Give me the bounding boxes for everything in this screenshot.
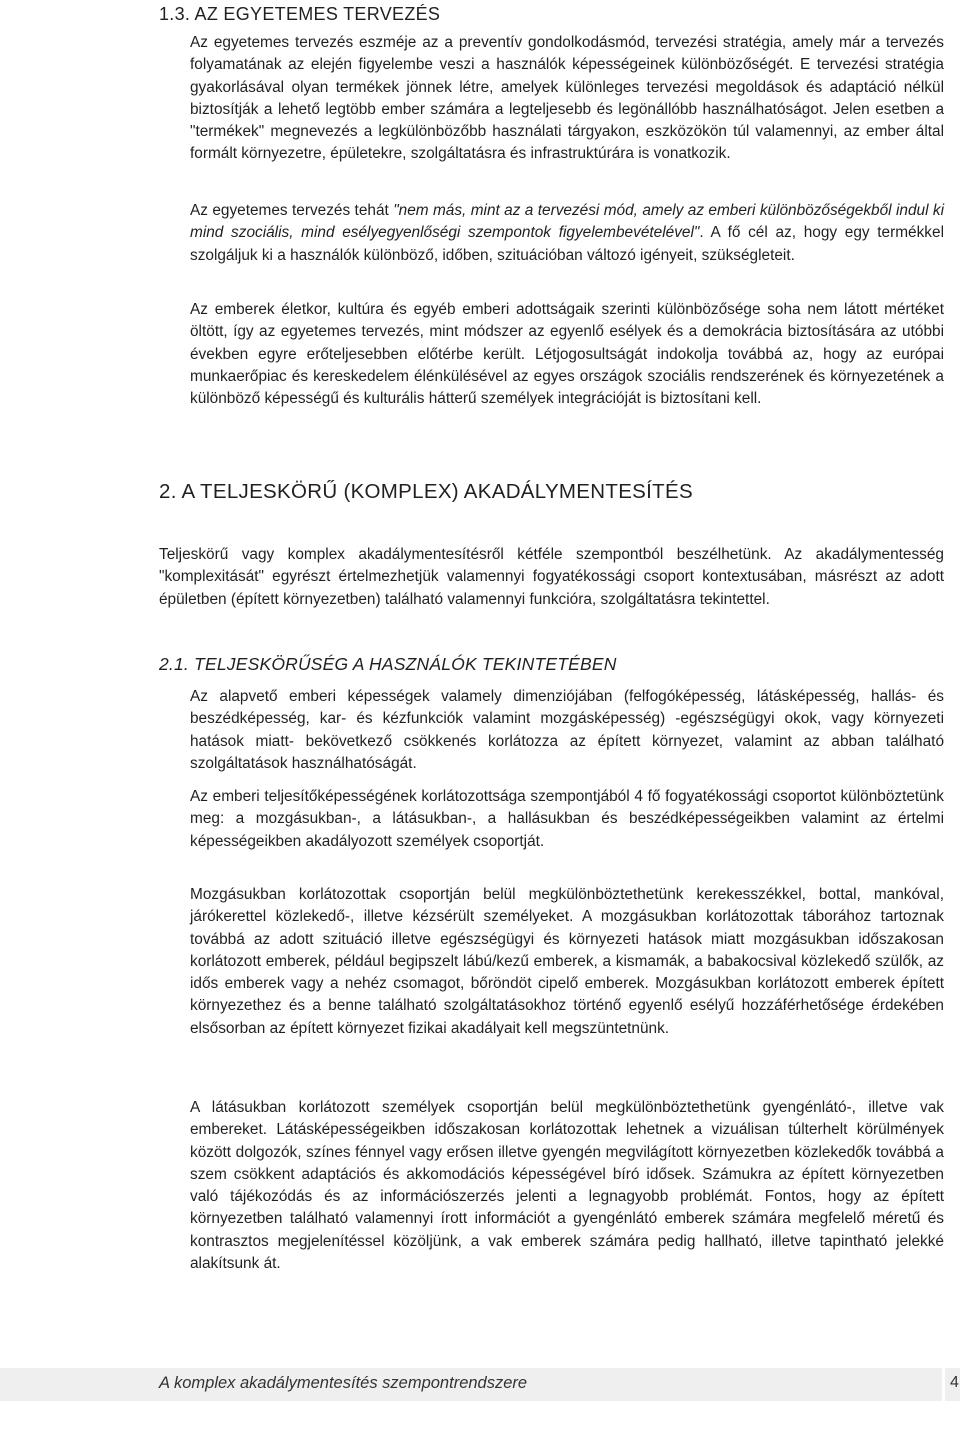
section-2-1-body-4	[190, 1097, 944, 1275]
section-heading-1-3: 1.3. AZ EGYETEMES TERVEZÉS	[159, 4, 441, 24]
paragraph: Mozgásukban korlátozottak csoportján belül megkülönböztethetünk kerekesszékkel, bottal, mankóval, járókerettel közlekedő-, illetve kézsérült személyeket. A mozgásukban korlátozottak táborához tartoznak továbbá az adott szituáció illetve egészségügyi és környezeti hatások miatt mozgásukban időszakosan korlátozott emberek, például begipszelt lábú/kezű emberek, a kismamák, a babakocsival közlekedő szülők, az idős emberek vagy a nehéz csomagot, bőröndöt cipelő emberek. Mozgásukban korlátozott emberek épített környezethez és a benne található szolgáltatásokhoz történő egyenlő esélyű hozzáférhetősége érdekében elsősorban az épített környezet fizikai akadályait kell megszüntetnünk.	[190, 886, 944, 1037]
paragraph: Teljeskörű vagy komplex akadálymentesítésről kétféle szempontból beszélhetünk. Az akadálymentesség "komplexitását" egyrészt értelmezhetjük valamennyi fogyatékossági csoport kontextusában, másrészt az adott épületben (épített környezetben) található valamennyi funkcióra, szolgáltatásra tekintettel.	[159, 546, 944, 608]
paragraph: A látásukban korlátozott személyek csoportján belül megkülönböztethetünk gyengénlátó-, illetve vak embereket. Látásképességeikben időszakosan korlátozottak lehetnek a vizuálisan túlterhelt körülmények között dolgozók, színes fénnyel vagy erősen illetve gyengén megvilágított környezetben közlekedők továbbá a szem csökkent adaptációs és akkomodációs képességével bíró idősek. Számukra az épített környezetben való tájékozódás és az információszerzés jelenti a legnagyobb problémát. Fontos, hogy az épített környezetben található valamennyi írott információt a gyengénlátó emberek számára megfelelő méretű és kontrasztos megjelenítéssel közöljünk, a vak emberek számára pedig hallható, illetve tapintható jelekké alakítsunk át.	[190, 1099, 944, 1273]
footer-divider	[942, 1368, 945, 1401]
paragraph: Az emberi teljesítőképességének korlátozottsága szempontjából 4 fő fogyatékossági csoportot különböztetünk meg: a mozgásukban-, a látásukban-, a hallásukban és beszédképességeikben valamint az értelmi képességeikben akadályozott személyek csoportját.	[190, 788, 944, 850]
paragraph	[190, 200, 944, 267]
section-2-1-body-3	[190, 884, 944, 1040]
section-1-3-body-3	[190, 299, 944, 410]
section-2-1-body-2	[190, 786, 944, 853]
paragraph: Az alapvető emberi képességek valamely dimenziójában (felfogóképesség, látásképesség, hallás- és beszédképesség, kar- és kézfunkciók valamint mozgásképesség) -egészségügyi okok, vagy környezeti hatások miatt- bekövetkező csökkenés korlátozza az épített környezet, valamint az abban található szolgáltatások használhatóságát.	[190, 688, 944, 772]
section-1-3-body	[190, 32, 944, 166]
section-heading-2-1: 2.1. TELJESKÖRŰSÉG A HASZNÁLÓK TEKINTETÉBEN	[159, 654, 617, 674]
paragraph-text: Az egyetemes tervezés tehát	[190, 202, 394, 219]
paragraph: Az egyetemes tervezés eszméje az a preventív gondolkodásmód, tervezési stratégia, amely már a tervezés folyamatának az elején figyelembe veszi a használók képességeinek különbözőségét. E tervezési stratégia gyakorlásával olyan termékek jönnek létre, amelyek különleges tervezési megoldások és adaptáció nélkül biztosítják a lehető legtöbb ember számára a legteljesebb és legönállóbb használhatóságot. Jelen esetben a "termékek" megnevezés a legkülönbözőbb használati tárgyakon, eszközökön túl valamennyi, az ember által formált környezetre, épületekre, szolgáltatásra és infrastruktúrára is vonatkozik.	[190, 34, 944, 163]
section-heading-2: 2. A TELJESKÖRŰ (KOMPLEX) AKADÁLYMENTESÍTÉS	[159, 480, 693, 503]
section-2-body	[159, 544, 944, 611]
footer-title: A komplex akadálymentesítés szempontrendszere	[159, 1374, 528, 1392]
section-2-1-body-1	[190, 686, 944, 775]
section-1-3-body-2	[190, 200, 944, 267]
paragraph-text: . A fő cél az, hogy egy termékkel szolgáljuk ki a használók különböző, időben, szituációban változó igényeit, szükségleteit.	[190, 224, 944, 264]
page-number: 4	[950, 1374, 959, 1391]
quotation: "nem más, mint az a tervezési mód, amely az emberi különbözőségekből indul ki mind szociális, mind esélyegyenlőségi szempontok figyelembevételével"	[190, 202, 944, 242]
paragraph: Az emberek életkor, kultúra és egyéb emberi adottságaik szerinti különbözősége soha nem látott mértéket öltött, így az egyetemes tervezés, mint módszer az egyenlő esélyek és a demokrácia biztosítására az utóbbi években egyre erőteljesebben előtérbe került. Létjogosultságát indokolja továbbá az, hogy az európai munkaerőpiac és kereskedelem élénkülésével az egyes országok szociális rendszerének és környezetének a különböző képességű és kulturális hátterű személyek integrációját is biztosítani kell.	[190, 301, 944, 408]
